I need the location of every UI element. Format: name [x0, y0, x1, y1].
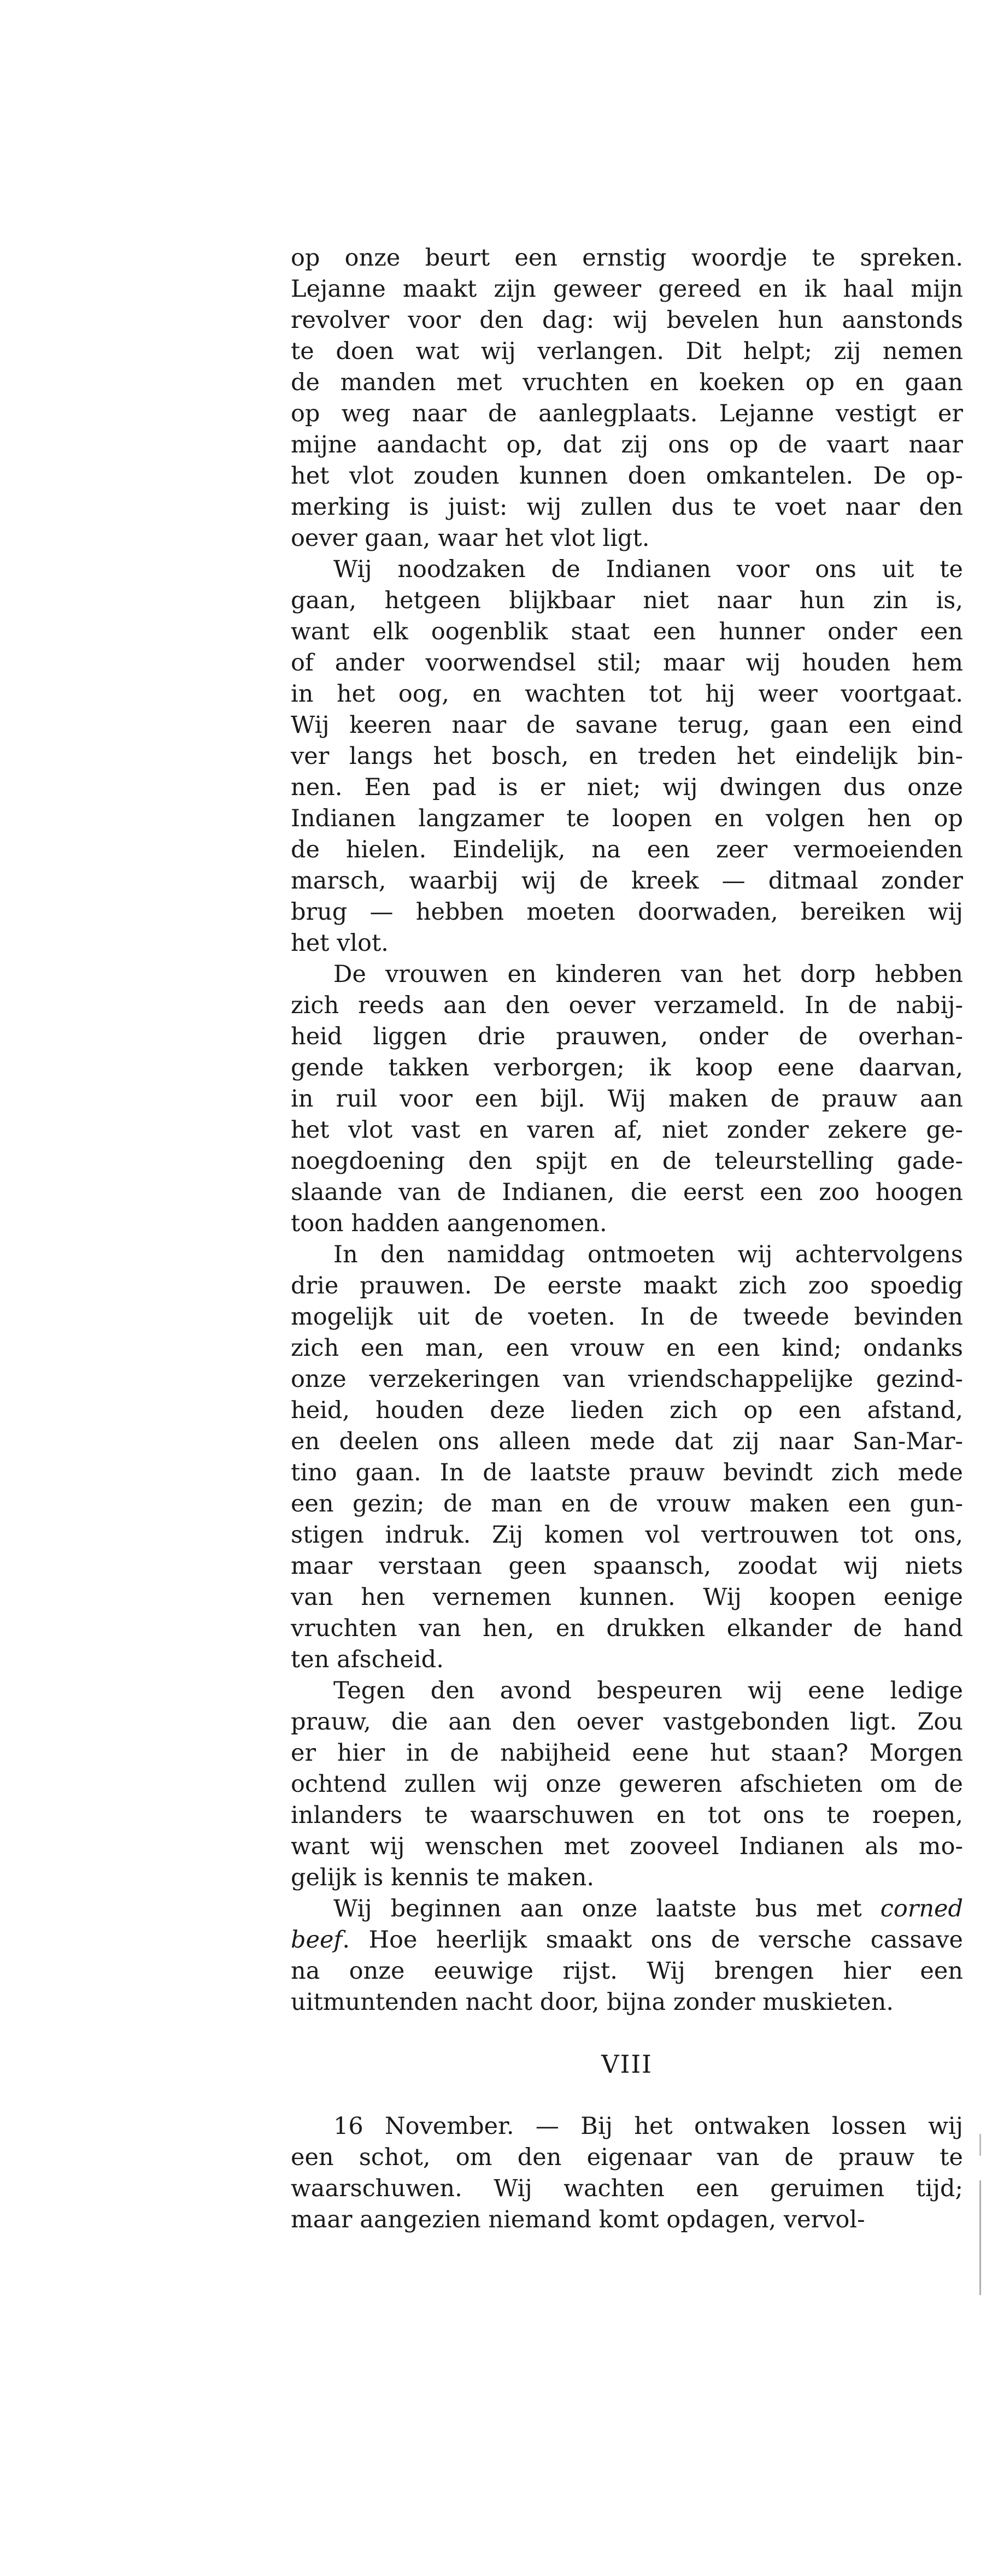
text-line: op onze beurt een ernstig woordje te spreken. [291, 244, 963, 272]
text-line: brug — hebben moeten doorwaden, bereiken wij [291, 898, 963, 926]
text-line: In den namiddag ontmoeten wij achtervolgens [333, 1241, 963, 1268]
text-line: gaan, hetgeen blijkbaar niet naar hun zin is, [291, 587, 963, 614]
text-line: Tegen den avond bespeuren wij eene ledige [333, 1677, 963, 1704]
text-line: drie prauwen. De eerste maakt zich zoo spoedig [291, 1272, 963, 1299]
text-column [291, 243, 963, 2236]
text-line: Wij noodzaken de Indianen voor ons uit te [333, 556, 963, 583]
text-line: heid liggen drie prauwen, onder de overhan- [291, 1023, 963, 1050]
paragraph [291, 959, 963, 1239]
text-line: het vlot zouden kunnen doen omkantelen. De op- [291, 462, 963, 490]
text-line: slaande van de Indianen, die eerst een zoo hoogen [291, 1179, 963, 1206]
paragraph [291, 1893, 963, 2018]
text-line: of ander voorwendsel stil; maar wij houden hem [291, 649, 963, 677]
text-line: gelijk is kennis te maken. [291, 1864, 595, 1891]
text-line: in het oog, en wachten tot hij weer voortgaat. [291, 680, 963, 708]
text-line: marsch, waarbij wij de kreek — ditmaal zonder [291, 867, 963, 895]
text-line: uitmuntenden nacht door, bijna zonder muskieten. [291, 1989, 894, 2016]
margin-mark [979, 2134, 981, 2156]
text-line: maar aangezien niemand komt opdagen, vervol- [291, 2206, 865, 2233]
text-line: merking is juist: wij zullen dus te voet naar den [291, 493, 963, 521]
text-line: Indianen langzamer te loopen en volgen hen op [291, 805, 963, 832]
text-line: heid, houden deze lieden zich op een afstand, [291, 1397, 963, 1424]
text-line: maar verstaan geen spaansch, zoodat wij niets [291, 1552, 963, 1580]
text-line: Wij keeren naar de savane terug, gaan een eind [291, 711, 963, 739]
text-line: stigen indruk. Zij komen vol vertrouwen tot ons, [291, 1521, 963, 1549]
text-line: want wij wenschen met zooveel Indianen als mo- [291, 1833, 963, 1860]
text-line: mijne aandacht op, dat zij ons op de vaart naar [291, 431, 963, 458]
text-line: ver langs het bosch, en treden het eindelijk bin- [291, 743, 963, 770]
paragraph [291, 1675, 963, 1893]
text-line: waarschuwen. Wij wachten een geruimen tijd; [291, 2175, 963, 2202]
text-line: toon hadden aangenomen. [291, 1210, 607, 1237]
text-line: want elk oogenblik staat een hunner onder een [291, 618, 963, 645]
text-line: mogelijk uit de voeten. In de tweede bevinden [291, 1303, 963, 1331]
section-heading: VIII [601, 2050, 653, 2079]
text-line: zich een man, een vrouw en een kind; ondanks [291, 1334, 963, 1362]
text-line: het vlot. [291, 930, 389, 957]
paragraph [291, 1239, 963, 1675]
body-text [291, 243, 963, 2018]
text-line: revolver voor den dag: wij bevelen hun aanstonds [291, 307, 963, 334]
text-line: inlanders te waarschuwen en tot ons te roepen, [291, 1802, 963, 1829]
text-line: gende takken verborgen; ik koop eene daarvan, [291, 1054, 963, 1081]
text-line: zich reeds aan den oever verzameld. In de nabij- [291, 992, 963, 1019]
text-line: noegdoening den spijt en de teleurstelling gade- [291, 1148, 963, 1175]
paragraph [291, 2111, 963, 2236]
text-line: Lejanne maakt zijn geweer gereed en ik haal mijn [291, 275, 963, 303]
text-line: op weg naar de aanlegplaats. Lejanne vestigt er [291, 400, 963, 427]
text-line: 16 November. — Bij het ontwaken lossen wij [333, 2113, 963, 2140]
text-line: en deelen ons alleen mede dat zij naar San-Mar- [291, 1428, 963, 1455]
text-line: in ruil voor een bijl. Wij maken de prauw aan [291, 1085, 963, 1113]
paragraph [291, 243, 963, 554]
text-line: een schot, om den eigenaar van de prauw te [291, 2144, 963, 2171]
text-line: Wij beginnen aan onze laatste bus met corned [333, 1895, 963, 1922]
text-line: De vrouwen en kinderen van het dorp hebben [333, 961, 963, 988]
text-line: te doen wat wij verlangen. Dit helpt; zij nemen [291, 338, 963, 365]
paragraph [291, 554, 963, 959]
text-line: ochtend zullen wij onze geweren afschieten om de [291, 1771, 963, 1798]
text-line: tino gaan. In de laatste prauw bevindt zich mede [291, 1459, 963, 1486]
text-line: na onze eeuwige rijst. Wij brengen hier een [291, 1957, 963, 1985]
text-line: prauw, die aan den oever vastgebonden ligt. Zou [291, 1708, 963, 1736]
margin-mark [979, 2180, 981, 2295]
section-opening-paragraph [291, 2111, 963, 2236]
text-line: de hielen. Eindelijk, na een zeer vermoeienden [291, 836, 963, 863]
text-line: er hier in de nabijheid eene hut staan? Morgen [291, 1739, 963, 1767]
text-line: nen. Een pad is er niet; wij dwingen dus onze [291, 774, 963, 801]
text-line: vruchten van hen, en drukken elkander de hand [291, 1615, 963, 1642]
text-line: de manden met vruchten en koeken op en gaan [291, 369, 963, 396]
text-line: beef. Hoe heerlijk smaakt ons de versche cassave [291, 1926, 963, 1954]
text-line: onze verzekeringen van vriendschappelijke gezind- [291, 1366, 963, 1393]
text-line: een gezin; de man en de vrouw maken een gun- [291, 1490, 963, 1518]
text-line: het vlot vast en varen af, niet zonder zekere ge- [291, 1116, 963, 1144]
text-line: ten afscheid. [291, 1646, 444, 1673]
text-line: van hen vernemen kunnen. Wij koopen eenige [291, 1584, 963, 1611]
text-line: oever gaan, waar het vlot ligt. [291, 525, 650, 552]
